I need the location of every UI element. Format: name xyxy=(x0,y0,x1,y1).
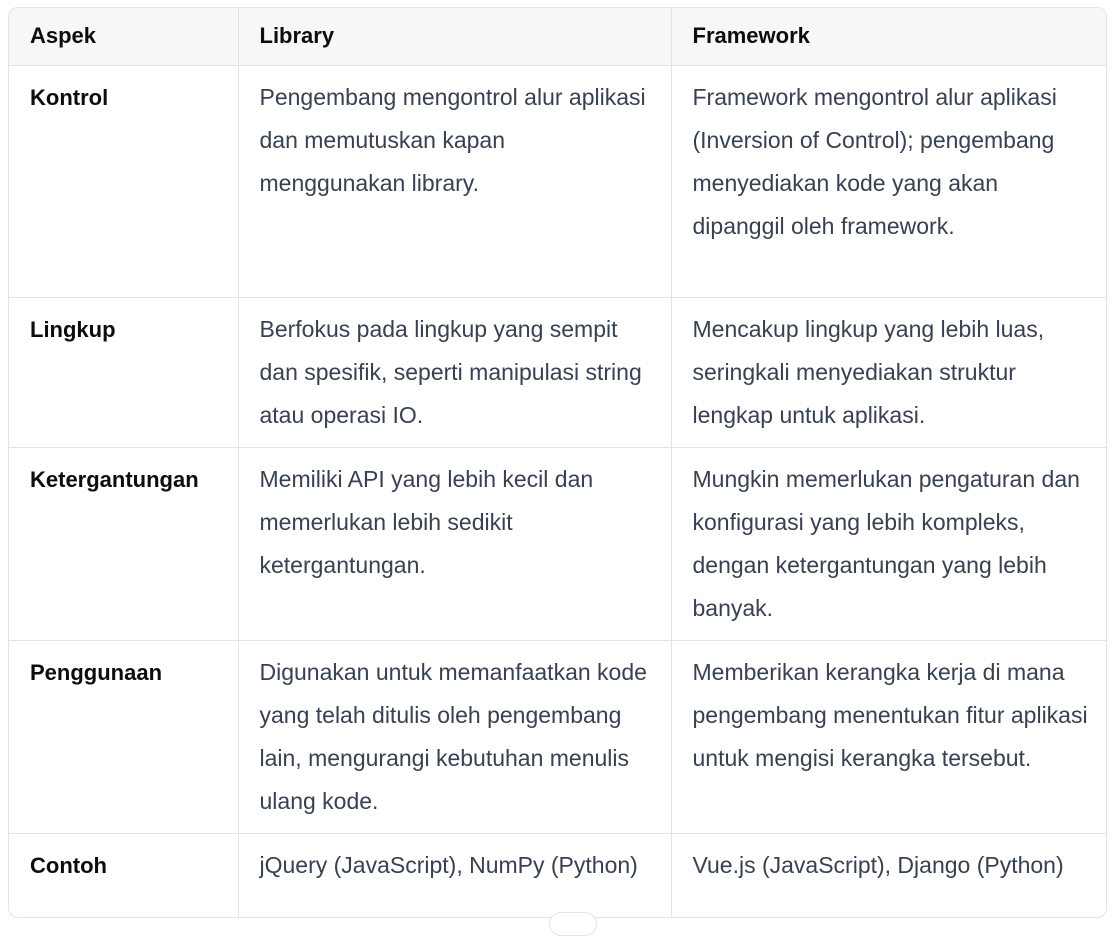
header-aspek: Aspek xyxy=(9,8,238,65)
table-header-row xyxy=(9,8,1106,65)
table-row xyxy=(9,297,1106,447)
framework-cell: Mungkin memerlukan pengaturan dan konfigurasi yang lebih kompleks, dengan ketergantungan yang lebih banyak. xyxy=(671,447,1106,640)
comparison-table-container xyxy=(8,7,1107,918)
table-row xyxy=(9,65,1106,297)
table-row xyxy=(9,640,1106,833)
table-row xyxy=(9,833,1106,918)
scroll-down-button[interactable] xyxy=(549,912,597,936)
table-row xyxy=(9,447,1106,640)
library-cell: Memiliki API yang lebih kecil dan memerlukan lebih sedikit ketergantungan. xyxy=(238,447,671,640)
library-cell: Berfokus pada lingkup yang sempit dan spesifik, seperti manipulasi string atau operasi IO. xyxy=(238,297,671,447)
aspect-cell: Lingkup xyxy=(9,297,238,447)
header-framework: Framework xyxy=(671,8,1106,65)
aspect-cell: Ketergantungan xyxy=(9,447,238,640)
framework-cell: Framework mengontrol alur aplikasi (Inversion of Control); pengembang menyediakan kode yang akan dipanggil oleh framework. xyxy=(671,65,1106,297)
comparison-table xyxy=(9,8,1106,918)
framework-cell: Memberikan kerangka kerja di mana pengembang menentukan fitur aplikasi untuk mengisi kerangka tersebut. xyxy=(671,640,1106,833)
aspect-cell: Penggunaan xyxy=(9,640,238,833)
header-library: Library xyxy=(238,8,671,65)
aspect-cell: Kontrol xyxy=(9,65,238,297)
framework-cell: Vue.js (JavaScript), Django (Python) xyxy=(692,851,1064,878)
library-cell: Pengembang mengontrol alur aplikasi dan memutuskan kapan menggunakan library. xyxy=(238,65,671,297)
framework-cell: Mencakup lingkup yang lebih luas, seringkali menyediakan struktur lengkap untuk aplikasi. xyxy=(671,297,1106,447)
library-cell: Digunakan untuk memanfaatkan kode yang telah ditulis oleh pengembang lain, mengurangi kebutuhan menulis ulang kode. xyxy=(238,640,671,833)
library-cell: jQuery (JavaScript), NumPy (Python) xyxy=(238,833,671,918)
aspect-cell: Contoh xyxy=(9,833,238,918)
